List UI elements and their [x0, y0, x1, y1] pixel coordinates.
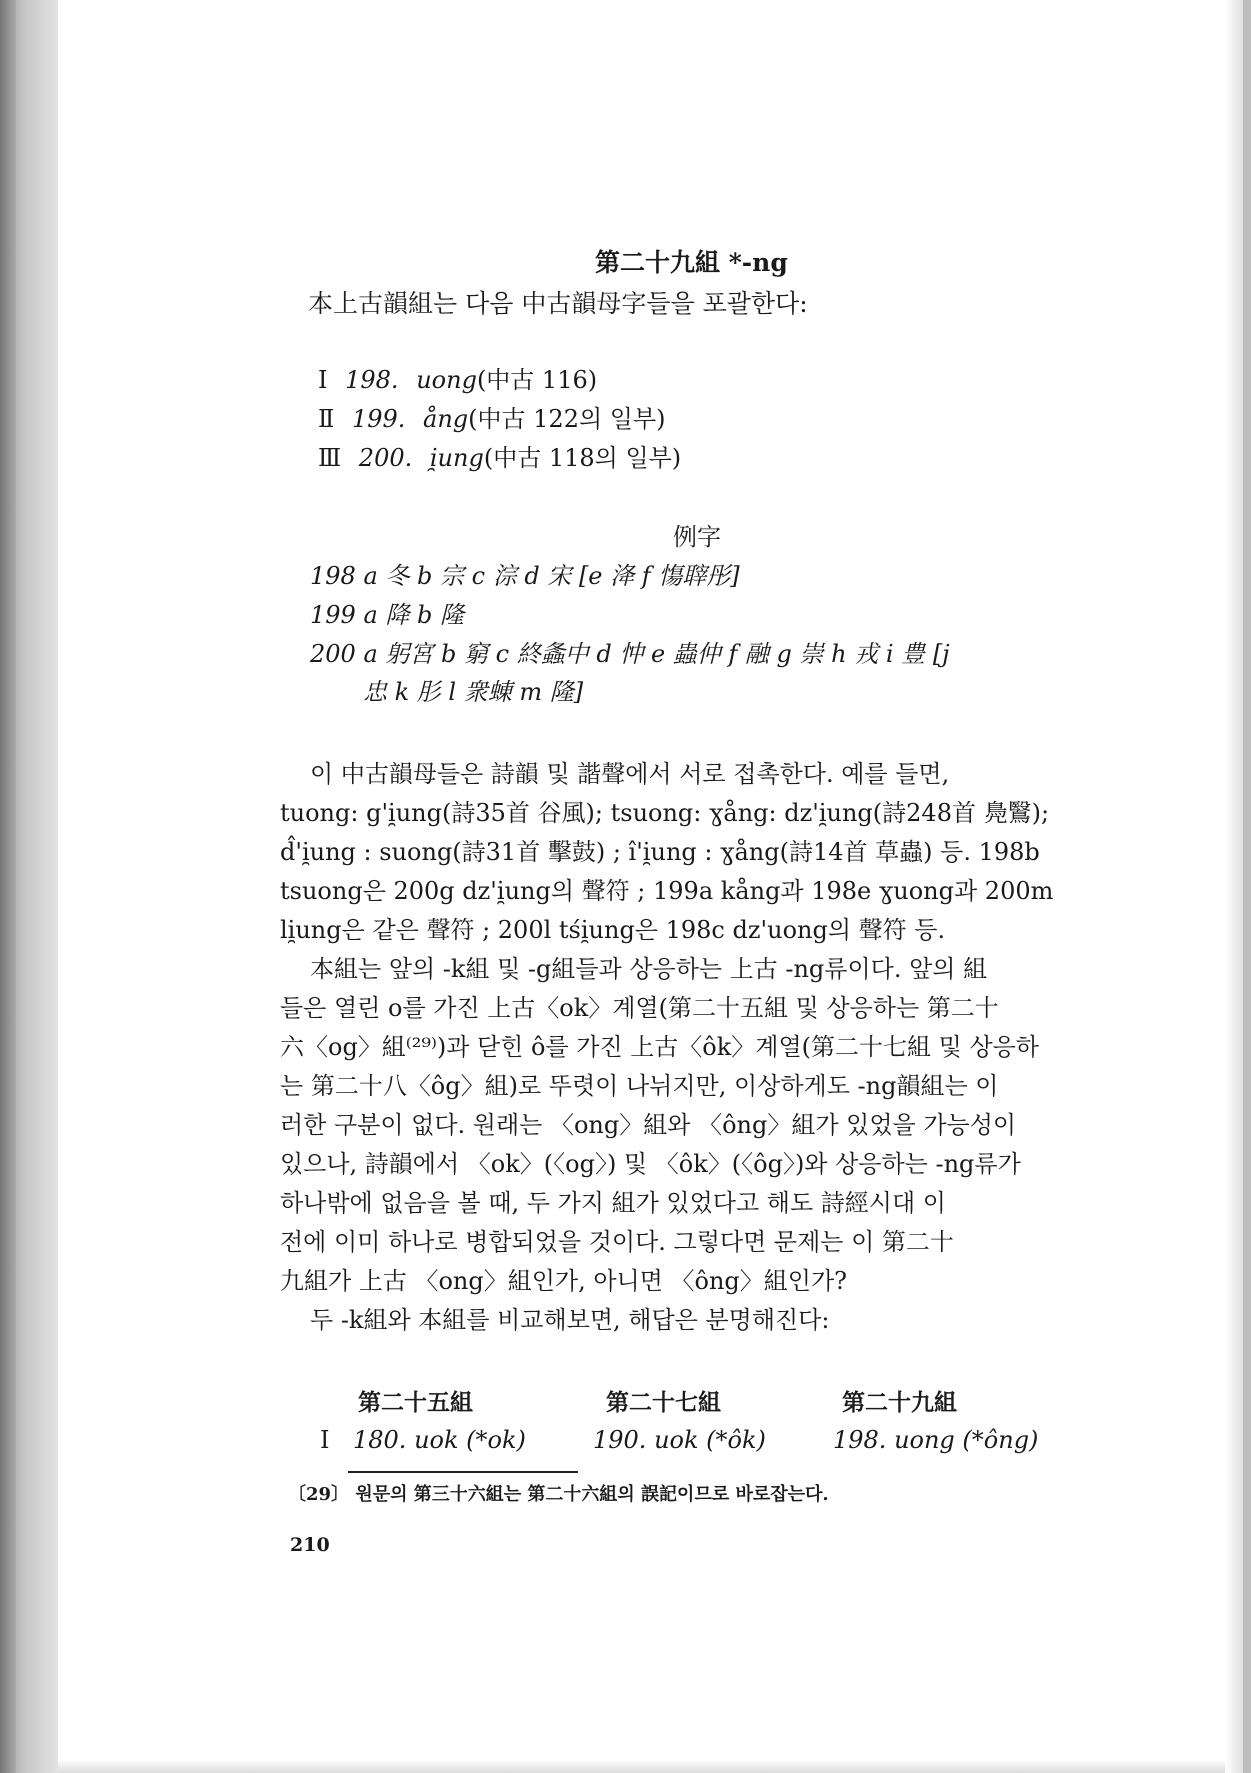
page-bottom-edge	[58, 1759, 1225, 1773]
body-line: tuong: g'i̯ung(詩35首 谷風); tsuong: ɣång: dz'i̯ung(詩248首 鳧鷖);	[280, 799, 1050, 827]
body-line: 두 -k組와 本組를 비교해보면, 해답은 분명해진다:	[310, 1306, 830, 1334]
intro-text: 本上古韻組는 다음 中古韻母字들을 포괄한다:	[308, 289, 808, 318]
rime-item	[318, 443, 681, 473]
rime-ref: (中古 116)	[476, 366, 598, 394]
rime-number: 199.	[351, 405, 406, 433]
example-line: 199 a 降 b 隆	[310, 601, 464, 629]
example-line: 198 a 冬 b 宗 c 淙 d 宋 [e 洚 f 慯䏁彤]	[310, 562, 740, 590]
comparison-header: 第二十七組	[606, 1389, 721, 1416]
body-line: 는 第二十八〈ôg〉組)로 뚜렷이 나뉘지만, 이상하게도 -ng韻組는 이	[280, 1072, 999, 1100]
body-line: 本組는 앞의 -k組 및 -g組들과 상응하는 上古 -ng류이다. 앞의 組	[310, 955, 988, 983]
rime-roman: Ⅲ	[318, 444, 342, 472]
body-line: 九組가 上古 〈ong〉組인가, 아니면 〈ông〉組인가?	[280, 1267, 848, 1295]
page-right-shadow	[1243, 0, 1251, 1773]
example-line: 200 a 躬宮 b 窮 c 終螽中 d 忡 e 蟲仲 f 融 g 崇 h 戎 i 豊 [j	[310, 640, 950, 668]
body-line: 들은 열린 o를 가진 上古〈ok〉계열(第二十五組 및 상응하는 第二十	[280, 994, 999, 1022]
rime-roman: Ⅰ	[318, 366, 328, 394]
comparison-cell: 180. uok (*ok)	[353, 1426, 526, 1454]
book-spine-shadow	[0, 0, 16, 1773]
body-line: d̂'i̯ung : suong(詩31首 擊鼓) ; î'i̯ung : ɣång(詩14首 草蟲) 등. 198b	[280, 838, 1040, 866]
rime-form: ång	[423, 405, 469, 433]
comparison-roman: Ⅰ	[320, 1426, 330, 1454]
rime-form: i̯ung	[429, 444, 484, 472]
comparison-cell: 198. uong (*ông)	[833, 1426, 1039, 1454]
rime-roman: Ⅱ	[318, 405, 335, 433]
comparison-cell: 190. uok (*ôk)	[593, 1426, 766, 1454]
example-line: 忠 k 肜 l 衆蝀 m 隆]	[363, 678, 584, 706]
rime-ref: (中古 122의 일부)	[468, 405, 666, 433]
rime-number: 198.	[345, 366, 399, 394]
body-line: 六〈og〉組⁽²⁹⁾)과 닫힌 ô를 가진 上古〈ôk〉계열(第二十七組 및 상응하	[280, 1033, 1039, 1061]
rime-form: uong	[416, 366, 477, 394]
footnote: 〔29〕 원문의 第三十六組는 第二十六組의 誤記이므로 바로잡는다.	[288, 1484, 829, 1505]
book-page	[58, 0, 1225, 1773]
rime-item	[318, 404, 666, 434]
rime-item	[318, 365, 597, 395]
rime-number: 200.	[358, 444, 413, 472]
rime-ref: (中古 118의 일부)	[483, 444, 682, 472]
comparison-header: 第二十五組	[358, 1389, 473, 1416]
body-line: tsuong은 200g dz'i̯ung의 聲符 ; 199a kång과 198e ɣuong과 200m	[280, 877, 1054, 905]
page-number: 210	[290, 1534, 330, 1556]
comparison-header: 第二十九組	[842, 1389, 957, 1416]
body-line: li̯ung은 같은 聲符 ; 200l tśi̯ung은 198c dz'uong의 聲符 등.	[280, 916, 946, 944]
examples-heading: 例字	[673, 523, 721, 551]
section-title: 第二十九組 *-ng	[595, 248, 788, 277]
footnote-rule	[348, 1471, 578, 1473]
body-line: 이 中古韻母들은 詩韻 및 諧聲에서 서로 접촉한다. 예를 들면,	[310, 760, 950, 788]
body-line: 러한 구분이 없다. 원래는 〈ong〉組와 〈ông〉組가 있었을 가능성이	[280, 1111, 1017, 1139]
body-line: 있으나, 詩韻에서 〈ok〉(〈og〉) 및 〈ôk〉(〈ôg〉)와 상응하는 -ng류가	[280, 1150, 1021, 1178]
body-line: 전에 이미 하나로 병합되었을 것이다. 그렇다면 문제는 이 第二十	[280, 1228, 954, 1256]
body-line: 하나밖에 없음을 볼 때, 두 가지 組가 있었다고 해도 詩經시대 이	[280, 1189, 946, 1217]
